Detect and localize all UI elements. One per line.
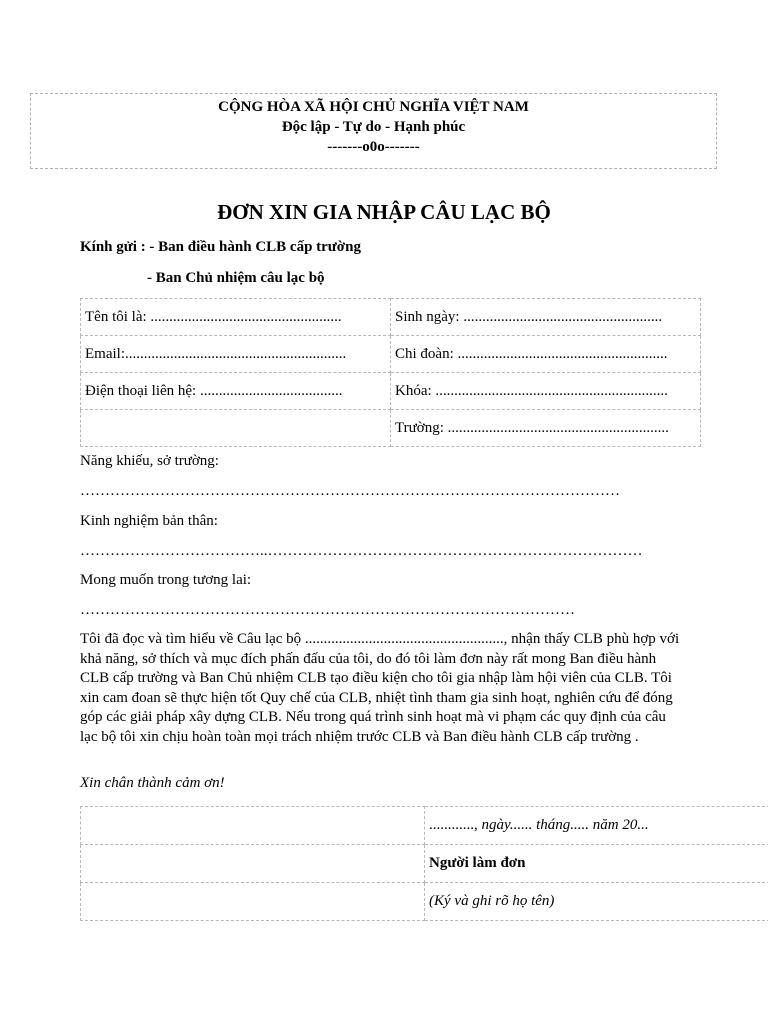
header-line-separator: -------o0o------- [327,139,420,155]
recipient-line-1: Kính gửi : - Ban điều hành CLB cấp trường [80,239,361,255]
date-line [425,807,768,845]
table-row [81,883,768,921]
header-line-republic: CỘNG HÒA XÃ HỘI CHỦ NGHĨA VIỆT NAM [218,99,529,115]
email-field[interactable]: Email:........................................................... [81,336,391,373]
page-title: ĐƠN XIN GIA NHẬP CÂU LẠC BỘ [217,200,551,224]
date-text: , ngày...... tháng..... năm 20... [474,817,649,833]
table-row [81,845,768,883]
signature-table [80,806,768,921]
table-row [81,299,701,336]
personal-info-table [80,298,701,447]
empty-cell [81,410,391,447]
thanks-line: Xin chân thành cảm ơn! [80,775,225,791]
course-field[interactable]: Khóa: .............................................................. [391,373,701,410]
table-row [81,807,768,845]
empty-cell [81,883,425,921]
experience-dots[interactable]: ………………………………..………………………………………………………………… [80,543,643,559]
commitment-paragraph: Tôi đã đọc và tìm hiểu về Câu lạc bộ ....................................................., nhận thấy CLB phù hợp với khả năng, sở thích và mục đích phấn đấu của tôi, do đó tôi làm đơn này rất mong Ban điều hành CLB cấp trường và Ban Chủ nhiệm CLB tạo điều kiện cho tôi gia nhập làm hội viên của CLB. Tôi xin cam đoan sẽ thực hiện tốt Quy chế của CLB, nhiệt tình tham gia sinh hoạt, nghiên cứu để đóng góp các giải pháp xây dựng CLB. Nếu trong quá trình sinh hoạt mà vi phạm các quy định của câu lạc bộ tôi xin chịu hoàn toàn mọi trách nhiệm trước CLB và Ban điều hành CLB cấp trường . [80,631,680,745]
table-row [81,336,701,373]
phone-field[interactable]: Điện thoại liên hệ: ...................................... [81,373,391,410]
table-row [81,373,701,410]
header-line-motto: Độc lập - Tự do - Hạnh phúc [281,119,466,135]
youth-union-branch-field[interactable]: Chi đoàn: ........................................................ [391,336,701,373]
empty-cell [81,807,425,845]
date-dots[interactable]: ............ [429,817,474,833]
signature-instruction[interactable]: (Ký và ghi rõ họ tên) [425,883,768,921]
school-field[interactable]: Trường: ........................................................... [391,410,701,447]
name-field[interactable]: Tên tôi là: ................................................... [81,299,391,336]
signer-label: Người làm đơn [425,845,768,883]
table-row [81,410,701,447]
empty-cell [81,845,425,883]
wish-dots[interactable]: ……………………………………………………………………………………… [80,602,575,618]
recipient-line-2: - Ban Chủ nhiệm câu lạc bộ [147,270,325,286]
experience-label: Kinh nghiệm bản thân: [80,513,218,529]
wish-label: Mong muốn trong tương lai: [80,572,252,588]
national-header [30,93,717,169]
talent-dots[interactable]: ……………………………………………………………………………………………… [80,483,620,499]
talent-label: Năng khiếu, sở trường: [80,453,219,469]
birthdate-field[interactable]: Sinh ngày: ..................................................... [391,299,701,336]
